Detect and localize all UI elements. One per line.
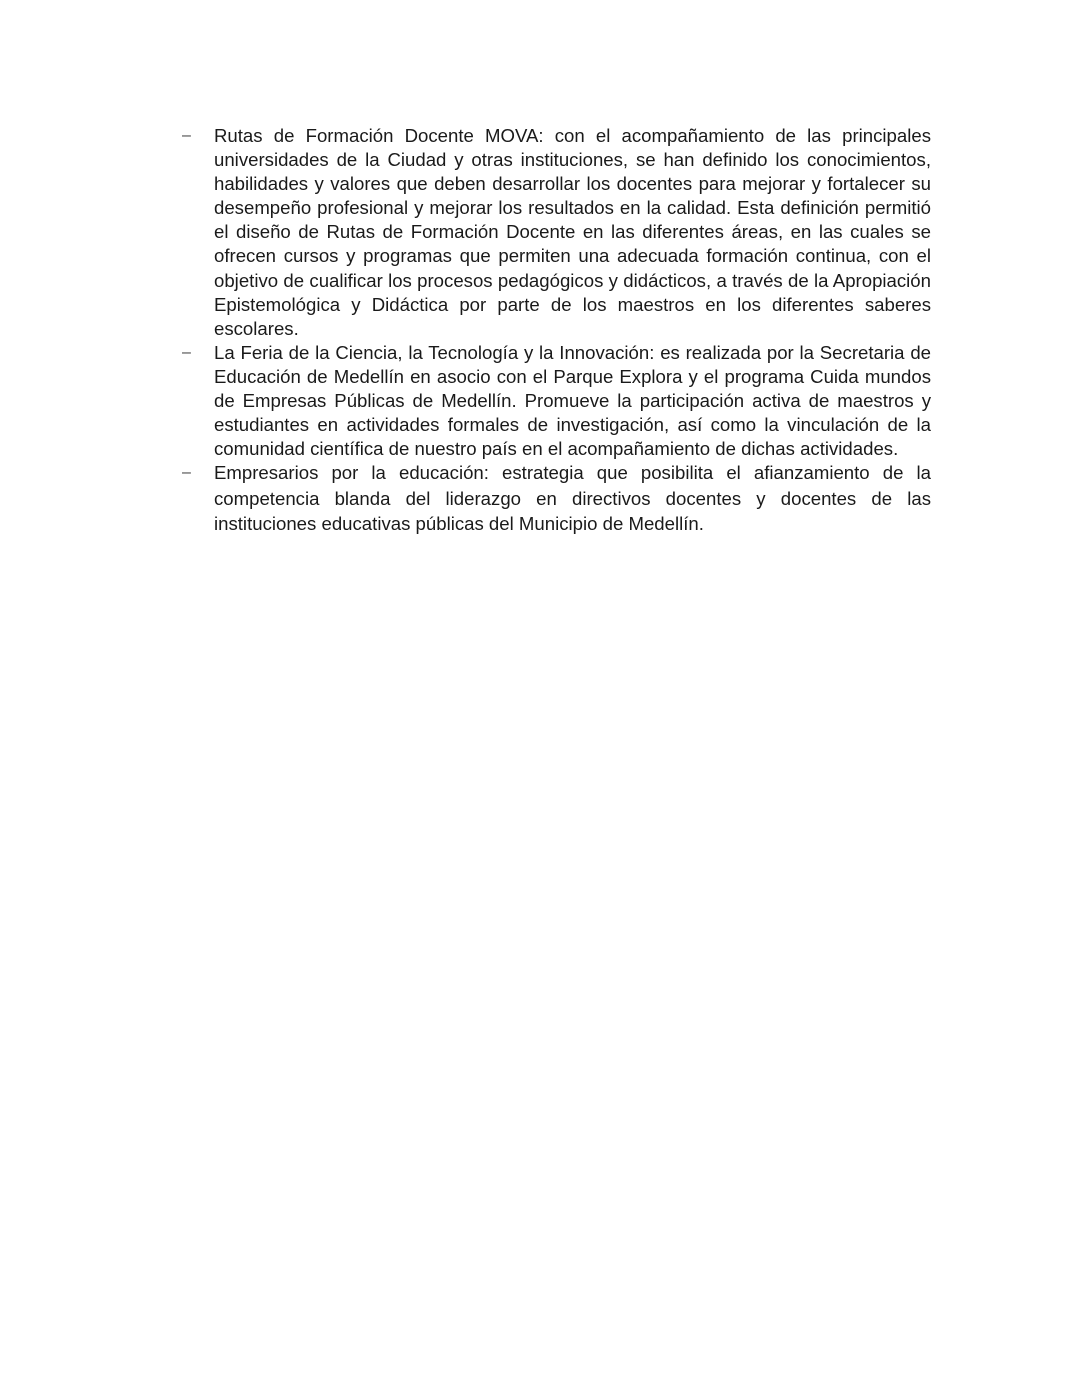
dash-bullet-icon: – bbox=[182, 464, 191, 482]
list-item-text: La Feria de la Ciencia, la Tecnología y la Innovación: es realizada por la Secretaria de Educación de Medellín en asocio con el Parque Explora y el programa Cuida mundos de Empresas Públicas de Medellín. Promueve la participación activa de maestros y estudiantes en actividades formales de investigación, así como la vinculación de la comunidad científica de nuestro país en el acompañamiento de dichas actividades. bbox=[214, 341, 931, 460]
list-item bbox=[182, 124, 931, 341]
list-item-text: Empresarios por la educación: estrategia que posibilita el afianzamiento de la competencia blanda del liderazgo en directivos docentes y docentes de las instituciones educativas públicas del Municipio de Medellín. bbox=[214, 462, 931, 535]
dash-bullet-icon: – bbox=[182, 127, 191, 144]
bullet-list bbox=[182, 124, 931, 537]
list-item bbox=[182, 460, 931, 537]
list-item-text: Rutas de Formación Docente MOVA: con el acompañamiento de las principales universidades de la Ciudad y otras instituciones, se han definido los conocimientos, habilidades y valores que deben desarrollar los docentes para mejorar y fortalecer su desempeño profesional y mejorar los resultados en la calidad. Esta definición permitió el diseño de Rutas de Formación Docente en las diferentes áreas, en las cuales se ofrecen cursos y programas que permiten una adecuada formación continua, con el objetivo de cualificar los procesos pedagógicos y didácticos, a través de la Apropiación Epistemológica y Didáctica por parte de los maestros en los diferentes saberes escolares. bbox=[214, 125, 931, 339]
list-item bbox=[182, 341, 931, 461]
dash-bullet-icon: – bbox=[182, 343, 191, 361]
